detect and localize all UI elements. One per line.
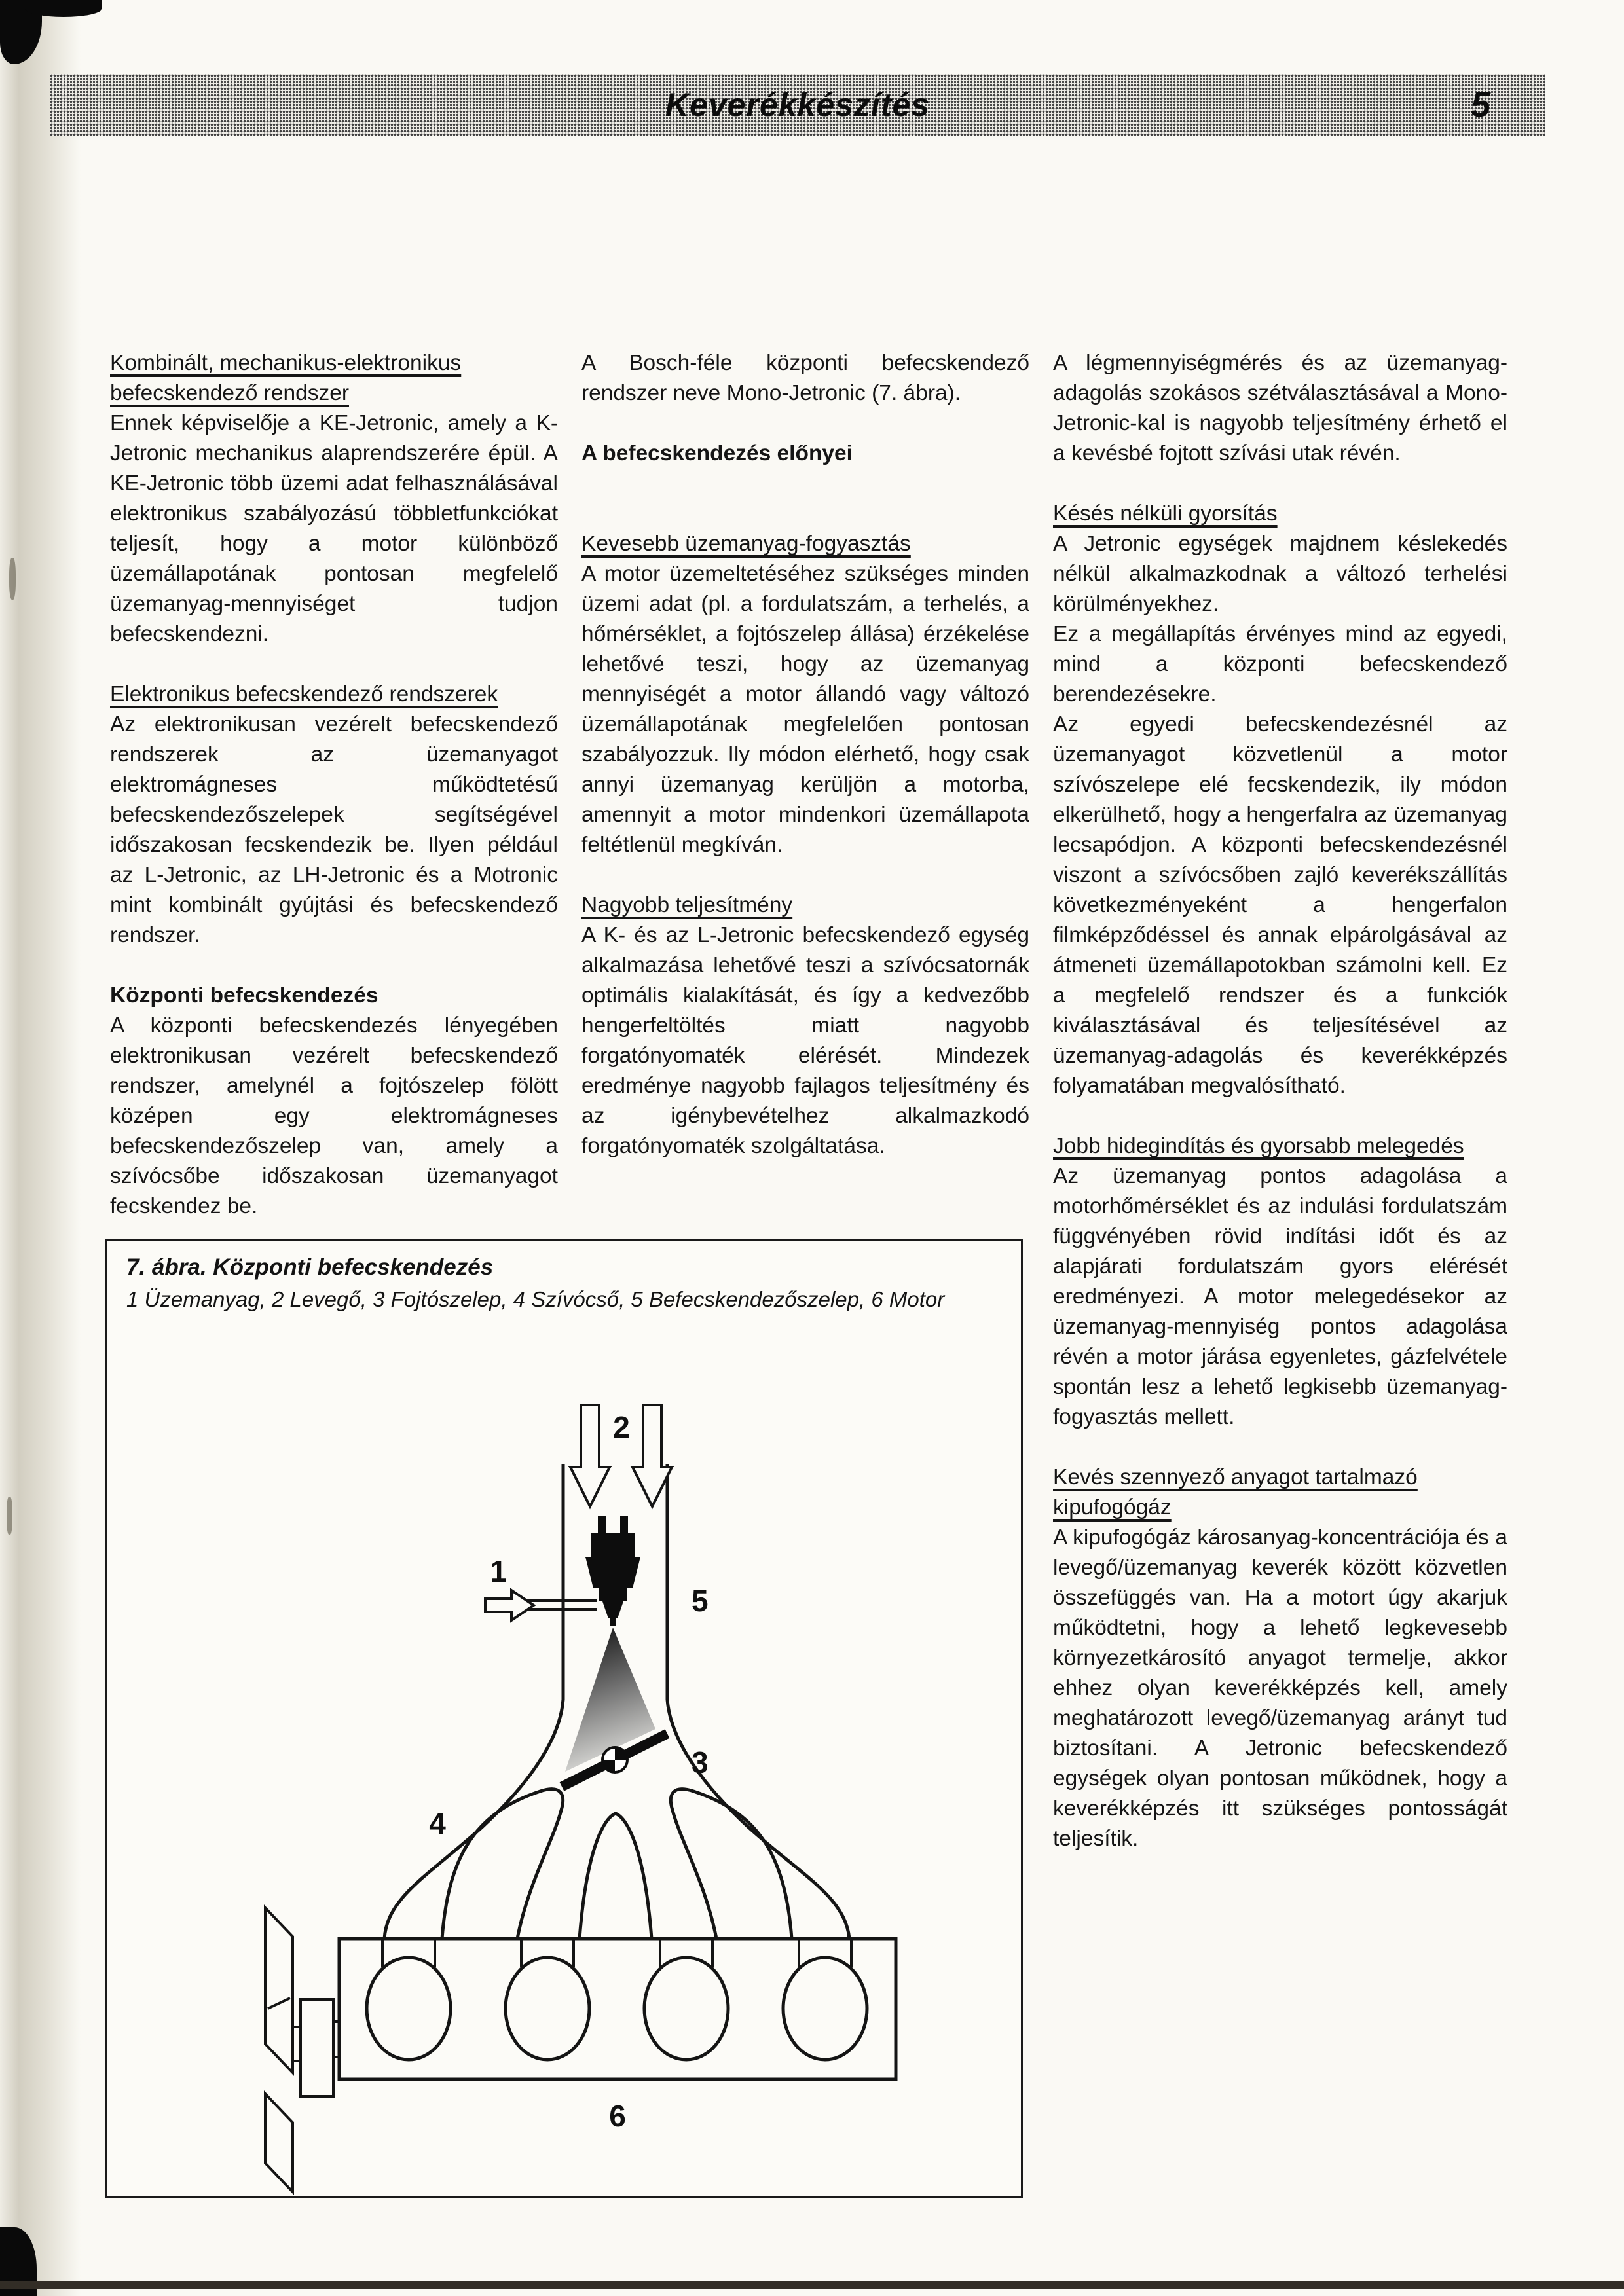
scan-corner-artifact	[25, 0, 102, 17]
chapter-header-bar	[50, 74, 1545, 136]
paragraph: A motor üzemeltetéséhez szükséges minden üzemi adat (pl. a fordulatszám, a terhelés, a hőmérséklet, a fojtószelep állása) érzékelése lehetővé teszi, hogy az üzemanyag mennyiségét a motor állandó vagy változó üzemállapotának megfelelően pontosan szabályozzuk. Ily módon elérhető, hogy csak annyi üzemanyag kerüljön a motorba, amennyit a motor mindenkori üzemállapota feltétlenül megkíván.	[581, 562, 1029, 857]
label-injector: 5	[692, 1584, 709, 1618]
section-heading: Kombinált, mechanikus-elektronikus befecskendező rendszer	[110, 351, 462, 405]
section-heading: Központi befecskendezés	[110, 983, 378, 1008]
section-heading: Jobb hidegindítás és gyorsabb melegedés	[1053, 1134, 1464, 1158]
scan-smudge	[7, 1497, 12, 1535]
section-heading: Kevesebb üzemanyag-fogyasztás	[581, 532, 911, 556]
paragraph: A Bosch-féle központi befecskendező rendszer neve Mono-Jetronic (7. ábra).	[581, 351, 1029, 405]
paragraph: A K- és az L-Jetronic befecskendező egység alkalmazása lehetővé teszi a szívócsatornák optimális kialakítását, és így a kedvezőbb hengerfeltöltés miatt nagyobb forgatónyomaték elérését. Mindezek eredménye nagyobb fajlagos teljesítmény és az igénybevételhez alkalmazkodó forgatónyomaték szolgáltatása.	[581, 923, 1029, 1158]
paragraph: A központi befecskendezés lényegében elektronikusan vezérelt befecskendező rendszer, amelynél a fojtószelep fölött középen egy elektromágneses befecskendezőszelep van, amely a szívócsőbe időszakosan üzemanyagot fecskendez be.	[110, 1013, 558, 1218]
figure-7-box	[105, 1239, 1023, 2198]
label-throttle: 3	[692, 1745, 709, 1779]
section-heading: Elektronikus befecskendező rendszerek	[110, 682, 498, 706]
text-column-right	[1053, 348, 1507, 1854]
paragraph: Az elektronikusan vezérelt befecskendező rendszerek az üzemanyagot elektromágneses működtetésű befecskendezőszelepek segítségével időszakosan fecskendezik be. Ilyen például az L-Jetronic, az LH-Jetronic és a Motronic mint kombinált gyújtási és befecskendező rendszer.	[110, 712, 558, 947]
paragraph: Ennek képviselője a KE-Jetronic, amely a K-Jetronic mechanikus alaprendszerére épül. A KE-Jetronic több üzemi adat felhasználásával elektronikus szabályozású többletfunkciókat teljesít, hogy a motor különböző üzemállapotának pontosan megfelelő üzemanyag-mennyiséget tudjon befecskendezni.	[110, 411, 558, 646]
chapter-title: Keverékkészítés	[665, 86, 931, 123]
paragraph: A Jetronic egységek majdnem késlekedés nélkül alkalmazkodnak a változó terhelési körülményekhez.	[1053, 532, 1507, 616]
engine-block	[339, 1939, 896, 2079]
paragraph: Ez a megállapítás érvényes mind az egyedi, mind a központi befecskendező berendezésekre.	[1053, 622, 1507, 706]
paragraph: Az egyedi befecskendezésnél az üzemanyagot közvetlenül a motor szívószelepe elé fecskendezik, ily módon elkerülhető, hogy a hengerfalra az üzemanyag lecsapódjon. A központi befecskendezésnél viszont a szívócsőben zajló keverékszállítás következményeként a hengerfalon filmképződéssel és annak elpárolgásával az átmeneti üzemállapotokban számolni kell. Ez a megfelelő rendszer és a funkciók kiválasztásával és teljesítésével az üzemanyag-adagolás és keverékképzés folyamatában megvalósítható.	[1053, 712, 1507, 1098]
scan-page-edge-line	[0, 2281, 1624, 2289]
figure-caption-title: 7. ábra. Központi befecskendezés	[126, 1254, 494, 1280]
belt-pulley	[265, 1908, 339, 2192]
fuel-arrow	[485, 1590, 534, 1620]
paragraph: Az üzemanyag pontos adagolása a motorhőmérséklet és az indulási fordulatszám függvényében rövid indítási időt és az alapjárati fordulatszám gyors elérését eredményezi. A motor melegedésekor az üzemanyag-mennyiség pontos adagolása révén a motor járása egyenletes, gázfelvétele spontán lesz a lehető legkisebb üzemanyag-fogyasztás mellett.	[1053, 1164, 1507, 1429]
page-number: 5	[1470, 85, 1490, 124]
section-heading: Nagyobb teljesítmény	[581, 893, 793, 917]
text-column-middle	[581, 348, 1029, 1161]
scan-smudge	[9, 558, 16, 600]
label-engine: 6	[609, 2099, 626, 2133]
paragraph: A légmennyiségmérés és az üzemanyag-adagolás szokásos szétválasztásával a Mono-Jetronic-kal is nagyobb teljesítmény érhető el a kevésbé fojtott szívási utak révén.	[1053, 351, 1507, 465]
paragraph: A kipufogógáz károsanyag-koncentrációja és a levegő/üzemanyag keverék között közvetlen összefüggés van. Ha a motort úgy akarjuk működtetni, hogy a lehető legkevesebb környezetkárosító anyagot termelje, akkor ehhez olyan keverékképzés kell, amely meghatározott levegő/üzemanyag arányt tud biztosítani. A Jetronic befecskendező egységek olyan pontosan működnek, hogy a keverékképzés itt szükséges pontosságát teljesítik.	[1053, 1525, 1507, 1851]
section-heading: A befecskendezés előnyei	[581, 441, 853, 465]
label-fuel: 1	[490, 1554, 507, 1588]
section-heading: Késés nélküli gyorsítás	[1053, 501, 1278, 526]
text-column-left	[110, 348, 558, 1222]
central-injection-diagram	[107, 1241, 1021, 2196]
figure-caption-legend: 1 Üzemanyag, 2 Levegő, 3 Fojtószelep, 4 Szívócső, 5 Befecskendezőszelep, 6 Motor	[126, 1287, 945, 1311]
label-air: 2	[613, 1410, 630, 1444]
label-manifold: 4	[429, 1806, 446, 1840]
book-binding-shadow	[0, 0, 85, 2296]
section-heading: Kevés szennyező anyagot tartalmazó kipufogógáz	[1053, 1465, 1418, 1520]
